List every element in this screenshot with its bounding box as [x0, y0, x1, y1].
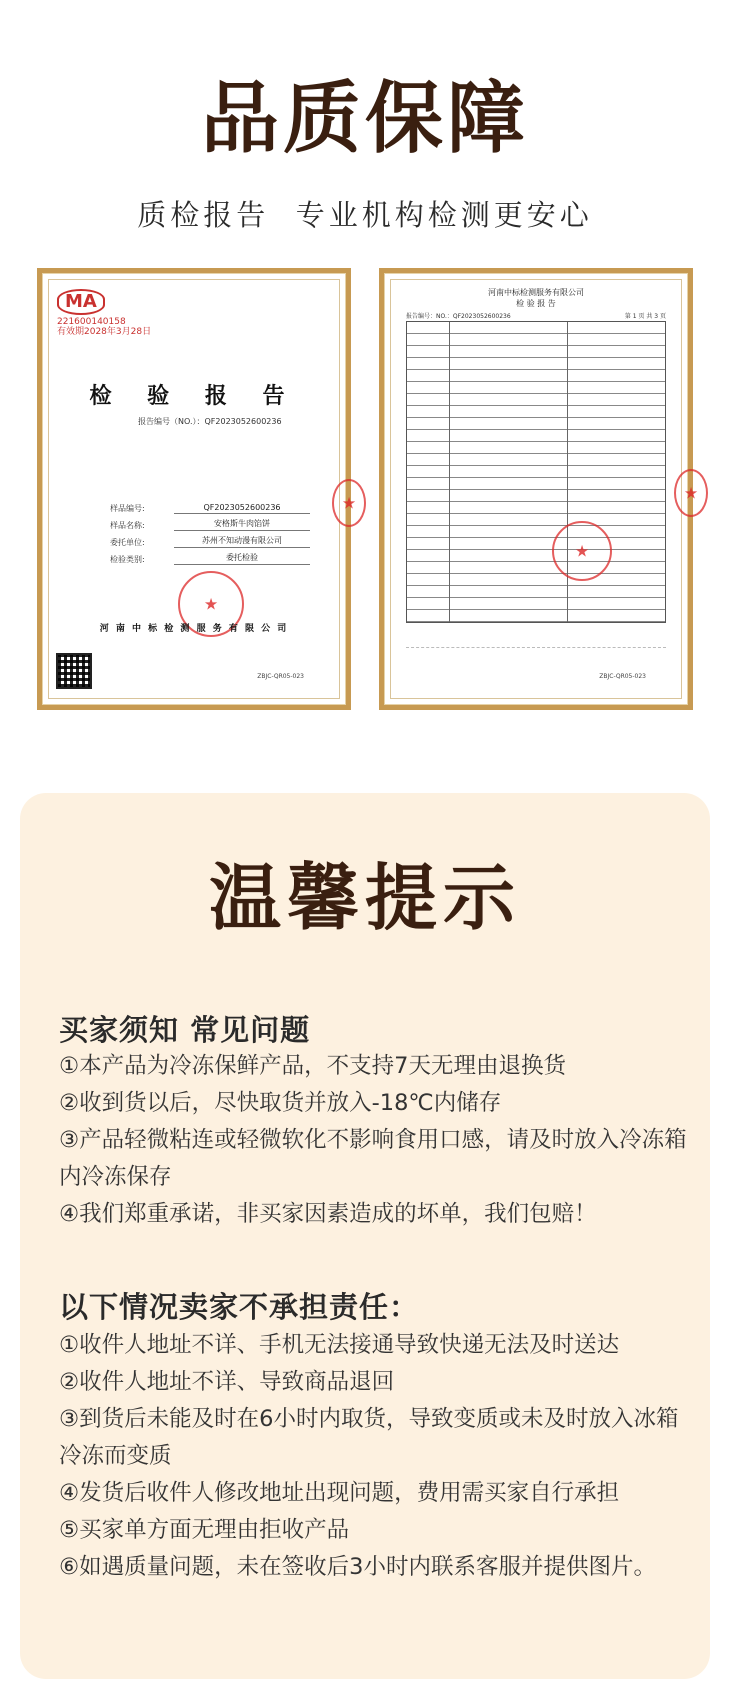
issuing-organization: 河 南 中 标 检 测 服 务 有 限 公 司 [99, 624, 289, 634]
report-company: 河南中标检测服务有限公司 [488, 288, 584, 297]
page-indicator: 第 1 页 共 3 页 [624, 313, 666, 320]
report-table [406, 321, 666, 623]
list-item: ②收到货以后，尽快取货并放入-18℃内储存 [59, 1090, 502, 1116]
field-row [110, 548, 310, 565]
red-seal-icon [552, 521, 612, 581]
report-number: 报告编号（NO.）：QF2023052600236 [138, 417, 282, 426]
cma-logo: MA [57, 289, 105, 315]
report-header [384, 287, 688, 309]
section-heading-disclaimer: 以下情况卖家不承担责任： [59, 1290, 420, 1324]
field-value: 安格斯牛肉馅饼 [174, 518, 310, 531]
field-row [110, 531, 310, 548]
field-value: 委托检验 [174, 552, 310, 565]
list-item: ②收件人地址不详、导致商品退回 [59, 1369, 395, 1395]
list-item: ⑤买家单方面无理由拒收产品 [59, 1517, 350, 1543]
list-item: ①收件人地址不详、手机无法接通导致快递无法及时送达 [59, 1332, 620, 1358]
qr-code-icon [56, 653, 92, 689]
list-item: ④我们郑重承诺，非买家因素造成的坏单，我们包赔！ [59, 1201, 597, 1227]
list-item: ③产品轻微粘连或轻微软化不影响食用口感，请及时放入冷冻箱内冷冻保存 [59, 1127, 687, 1190]
notice-title: 温馨提示 [208, 856, 521, 940]
certificate-title: 检 验 报 告 [89, 383, 299, 409]
field-label: 检验类别: [110, 555, 145, 564]
list-item: ①本产品为冷冻保鲜产品，不支持7天无理由退换货 [59, 1053, 566, 1079]
signature-line [406, 633, 666, 648]
form-code: ZBJC-QR05-023 [257, 673, 304, 680]
field-label: 样品编号: [110, 504, 145, 513]
page-title: 品质保障 [200, 74, 529, 164]
report-title: 检 验 报 告 [516, 299, 556, 309]
report-number: 报告编号：NO.：QF2023052600236 [406, 313, 511, 320]
field-label: 委托单位: [110, 538, 145, 547]
inspection-report-detail [379, 268, 693, 710]
list-item: ⑥如遇质量问题，未在签收后3小时内联系客服并提供图片。 [59, 1554, 656, 1580]
page-subtitle: 质检报告 专业机构检测更安心 [137, 198, 593, 232]
field-value: 苏州不知动漫有限公司 [174, 535, 310, 548]
certificate-fields [110, 497, 310, 565]
cma-validity: 有效期2028年3月28日 [57, 327, 152, 338]
section-heading-buyer-notice: 买家须知 常见问题 [59, 1013, 311, 1047]
side-seal-icon [674, 469, 708, 517]
side-seal-icon [332, 479, 366, 527]
form-code: ZBJC-QR05-023 [599, 673, 646, 680]
cma-number: 221600140158 [57, 316, 126, 327]
field-row [110, 514, 310, 531]
field-value: QF2023052600236 [174, 503, 310, 514]
list-item: ④发货后收件人修改地址出现问题，费用需买家自行承担 [59, 1480, 620, 1506]
inspection-certificate-cover [37, 268, 351, 710]
list-item: ③到货后未能及时在6小时内取货，导致变质或未及时放入冰箱冷冻而变质 [59, 1406, 679, 1469]
field-row [110, 497, 310, 514]
cma-mark [57, 289, 151, 338]
field-label: 样品名称: [110, 521, 145, 530]
